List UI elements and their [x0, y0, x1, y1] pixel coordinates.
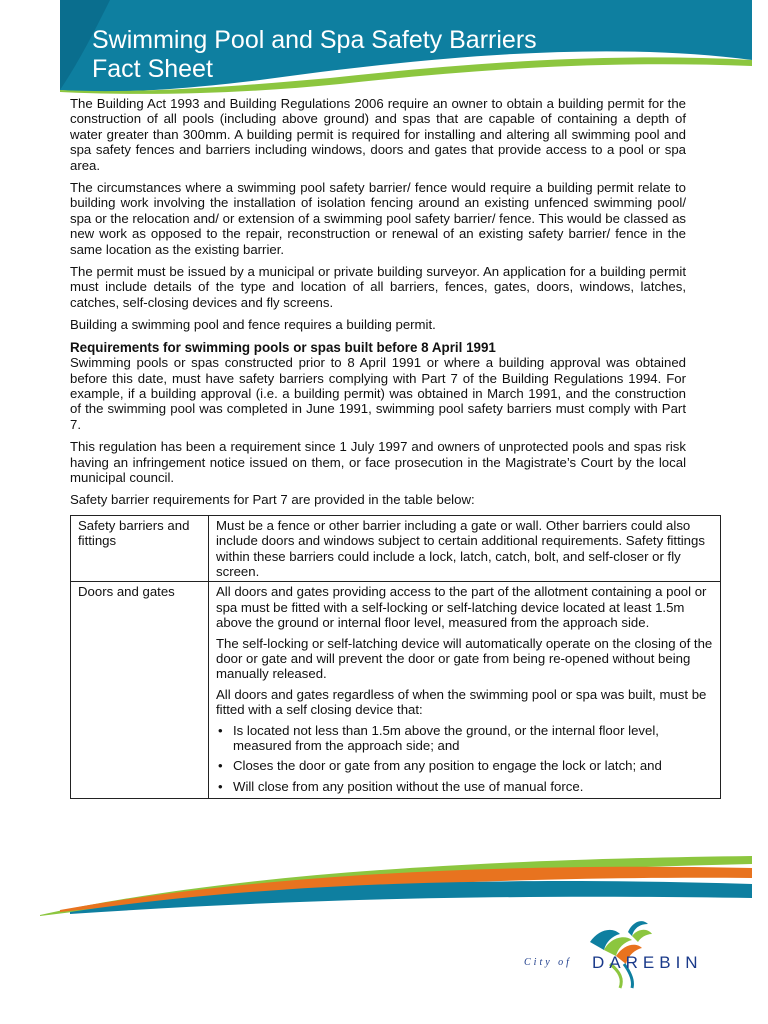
table-text: All doors and gates providing access to the part of the allotment containing a pool or spa must be fitted with a self-locking or self-latching device located at least 1.5m above the ground or internal floor level, measured from the approach side. — [216, 584, 707, 631]
list-item — [216, 779, 714, 794]
title-line-1: Swimming Pool and Spa Safety Barriers — [92, 26, 537, 54]
bullet-glyph: • — [218, 758, 223, 774]
title-line-2: Fact Sheet — [92, 55, 213, 83]
logo-name-text: DAREBIN — [592, 953, 703, 972]
table-text: All doors and gates regardless of when the swimming pool or spa was built, must be fitted with a self closing device that: — [216, 686, 707, 718]
table-text: The self-locking or self-latching device will automatically operate on the closing of the door or gate and will prevent the door or gate from being re-opened without being manually released. — [216, 635, 713, 682]
list-item-text: Is located not less than 1.5m above the ground, or the internal floor level, measured from the approach side; and — [233, 722, 659, 754]
table-text: Must be a fence or other barrier including a gate or wall. Other barriers could also include doors and windows subject to certain additional requirements. Safety fittings within these barriers could include a lock, latch, catch, bolt, and self-closer or fly screen. — [216, 517, 705, 579]
intro-paragraph-3: The permit must be issued by a municipal or private building surveyor. An application for a building permit must include details of the type and location of all barriers, fences, gates, doors, windows, latches, catches, self-closing devices and fly screens. — [70, 264, 686, 310]
table-cell-label: Safety barriers and fittings — [71, 515, 209, 582]
bullet-glyph: • — [218, 778, 223, 794]
page-title — [92, 26, 537, 84]
list-item — [216, 723, 714, 754]
section-paragraph-2: This regulation has been a requirement since 1 July 1997 and owners of unprotected pools and spas risk having an infringement notice issued on them, or face prosecution in the Magistrate’s Court by the local municipal council. — [70, 439, 686, 485]
table-row — [71, 515, 721, 582]
list-item — [216, 758, 714, 773]
section-paragraph-3: Safety barrier requirements for Part 7 are provided in the table below: — [70, 492, 475, 508]
intro-paragraph-2: The circumstances where a swimming pool safety barrier/ fence would require a building permit relate to building work involving the installation of isolation fencing around an existing unfenced swimming pool/ spa or the relocation and/ or extension of a swimming pool safety barrier/ fence. This would be classed as new work as opposed to the repair, reconstruction or renewal of an existing safety barrier/ fence in the same location as the existing barrier. — [70, 180, 686, 257]
bullet-glyph: • — [218, 722, 223, 738]
intro-paragraph-4: Building a swimming pool and fence requires a building permit. — [70, 317, 436, 333]
table-row — [71, 582, 721, 799]
table-cell-label: Doors and gates — [71, 582, 209, 799]
darebin-bird-logo — [520, 912, 735, 992]
list-item-text: Will close from any position without the use of manual force. — [233, 778, 584, 794]
requirements-list — [216, 723, 714, 795]
logo-city-text: City of — [524, 957, 572, 968]
table-cell-text — [209, 582, 721, 799]
table-cell-text — [209, 515, 721, 582]
section-paragraph-1: Swimming pools or spas constructed prior to 8 April 1991 or where a building approval was obtained before this date, must have safety barriers complying with Part 7 of the Building Regulations 1994. For example, if a building approval (i.e. a building permit) was obtained in March 1991, and the construction of the swimming pool was completed in June 1991, swimming pool safety barriers must comply with Part 7. — [70, 355, 686, 432]
document-body — [70, 96, 713, 799]
section-heading: Requirements for swimming pools or spas built before 8 April 1991 — [70, 339, 496, 355]
intro-paragraph-1: The Building Act 1993 and Building Regulations 2006 require an owner to obtain a building permit for the construction of all pools (including above ground) and spas that are capable of containing a depth of water greater than 300mm. A building permit is required for installing and altering all swimming pool and spa safety fences and barriers including windows, doors and gates that provide access to a pool or spa area. — [70, 96, 686, 173]
requirements-table — [70, 515, 721, 800]
list-item-text: Closes the door or gate from any position to engage the lock or latch; and — [233, 758, 662, 774]
